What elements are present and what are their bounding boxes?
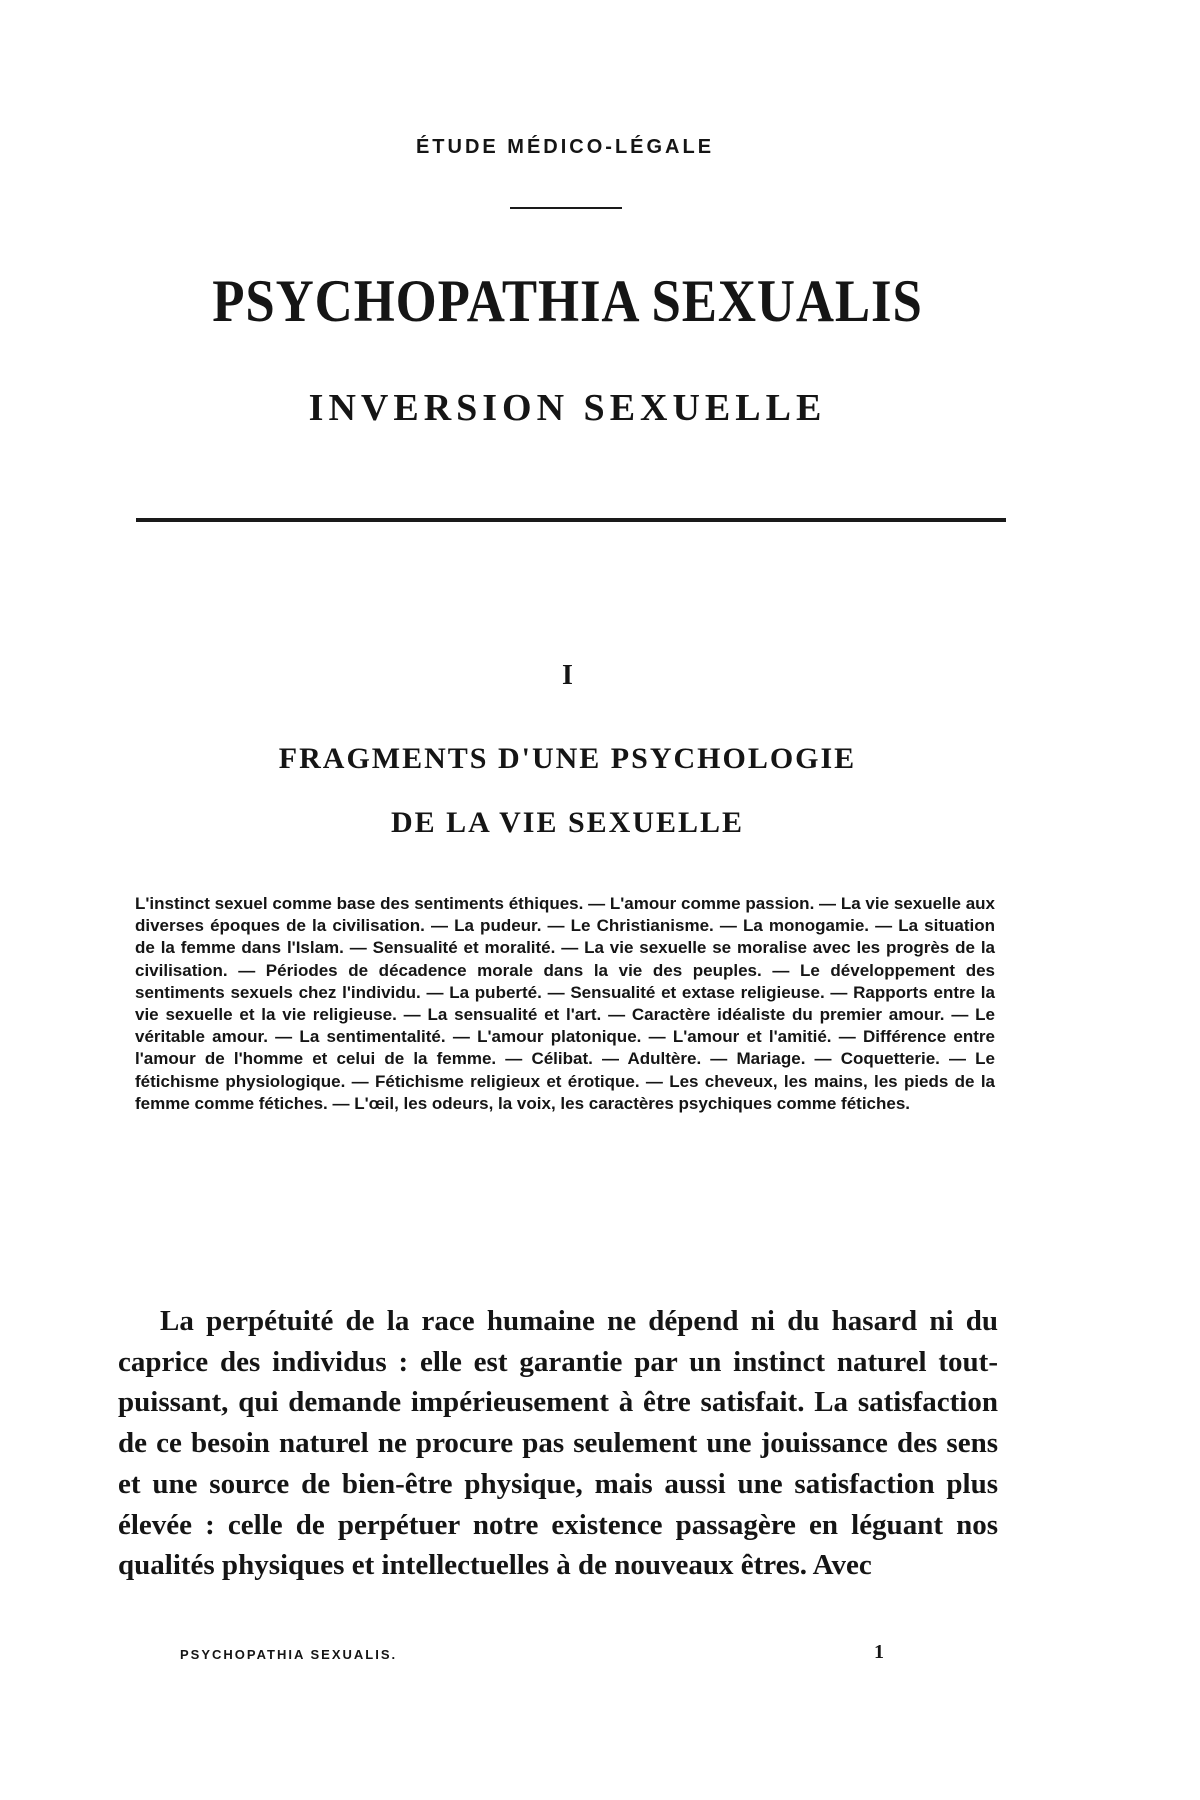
book-subtitle: INVERSION SEXUELLE bbox=[308, 387, 827, 429]
chapter-summary: L'instinct sexuel comme base des sentiments éthiques. — L'amour comme passion. — La vie sexuelle aux diverses époques de la civilisation. — La pudeur. — Le Christianisme. — La monogamie. — La situation de la femme dans l'Islam. — Sensualité et moralité. — La vie sexuelle se moralise avec les progrès de la civilisation. — Périodes de décadence morale dans la vie des peuples. — Le développement des sentiments sexuels chez l'individu. — La puberté. — Sensualité et extase religieuse. — Rapports entre la vie sexuelle et la vie religieuse. — La sensualité et l'art. — Caractère idéaliste du premier amour. — Le véritable amour. — La sentimentalité. — L'amour platonique. — L'amour et l'amitié. — Différence entre l'amour de l'homme et celui de la femme. — Célibat. — Adultère. — Mariage. — Coquetterie. — Le fétichisme physiologique. — Fétichisme religieux et érotique. — Les cheveux, les mains, les pieds de la femme comme fétiches. — L'œil, les odeurs, la voix, les caractères psychiques comme fétiches. bbox=[135, 894, 995, 1113]
body-paragraph: La perpétuité de la race humaine ne dépend ni du hasard ni du caprice des individus : elle est garantie par un instinct naturel tout-puissant, qui demande impérieusement à être satisfait. La satisfaction de ce besoin naturel ne procure pas seulement une jouissance des sens et une source de bien-être physique, mais aussi une satisfaction plus élevée : celle de perpétuer notre existence passagère en léguant nos qualités physiques et intellectuelles à de nouveaux êtres. Avec bbox=[118, 1305, 998, 1582]
thick-rule-divider bbox=[136, 518, 1006, 522]
book-title: PSYCHOPATHIA SEXUALIS bbox=[212, 268, 923, 334]
overline-heading: ÉTUDE MÉDICO-LÉGALE bbox=[415, 136, 715, 158]
chapter-number: I bbox=[562, 660, 573, 691]
footer-sheet-number: 1 bbox=[874, 1641, 884, 1663]
footer-signature: PSYCHOPATHIA SEXUALIS. bbox=[180, 1647, 398, 1662]
chapter-title-line-1: FRAGMENTS D'UNE PSYCHOLOGIE bbox=[278, 742, 857, 775]
chapter-title-line-2: DE LA VIE SEXUELLE bbox=[390, 806, 745, 839]
short-rule-divider bbox=[510, 207, 622, 209]
